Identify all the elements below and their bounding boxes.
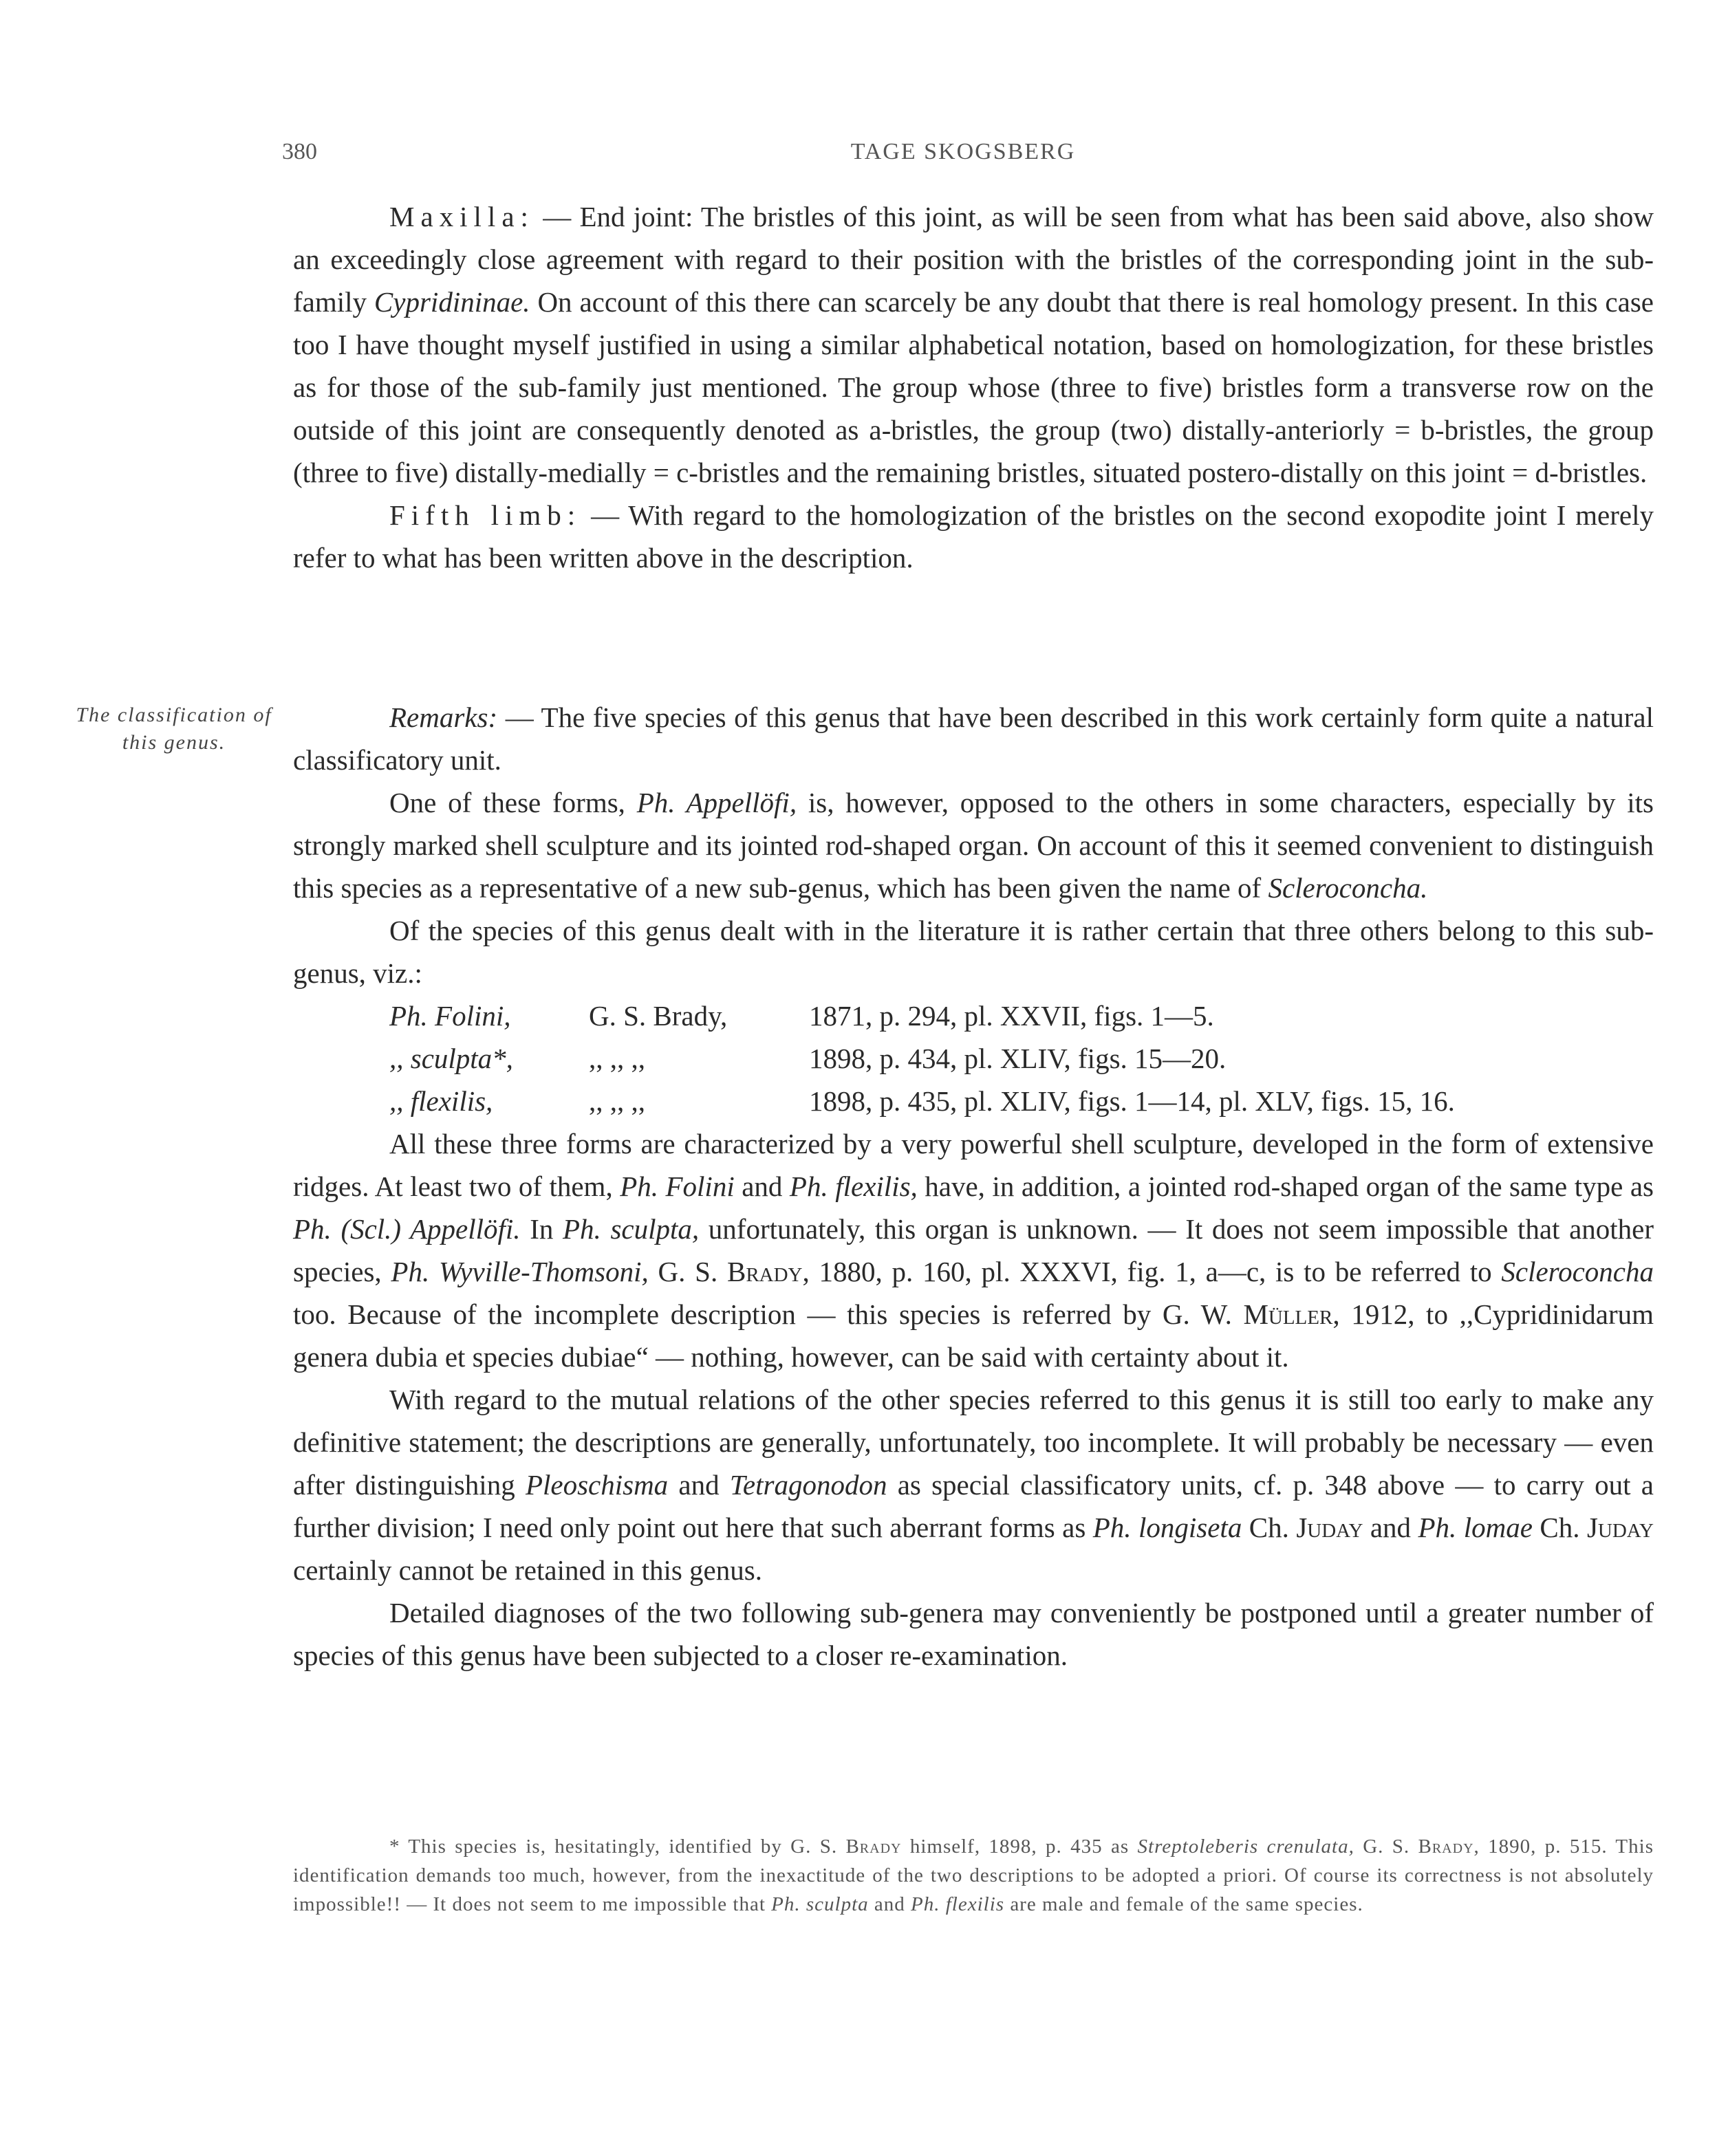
reference-row: ,, sculpta*, ,, ,, ,, 1898, p. 434, pl. XLIV, figs. 15—20. — [389, 1043, 1227, 1074]
page-number: 380 — [282, 139, 317, 164]
footnote — [293, 1832, 1654, 1919]
remarks-section — [293, 696, 1654, 1677]
paragraph-two: Of the species of this genus dealt with in the literature it is rather certain that three others belong to this sub-genus, viz.: — [293, 915, 1654, 989]
remarks-paragraph: Remarks: — The five species of this genus that have been described in this work certainly form quite a natural classificatory unit. — [293, 701, 1654, 776]
maxilla-paragraph: Maxilla: — End joint: The bristles of this joint, as will be seen from what has been said above, also show an exceedingly close agreement with regard to their position with the bristles of the corresponding joint in the sub-family Cypridininae. On account of this there can scarcely be any doubt that there is real homology present. In this case too I have thought myself justified in using a similar alphabetical notation, based on homologization, for these bristles as for those of the sub-family just mentioned. The group whose (three to five) bristles form a transverse row on the outside of this joint are consequently denoted as a-bristles, the group (two) distally-anteriorly = b-bristles, the group (three to five) distally-medially = c-bristles and the remaining bristles, situated postero-distally on this joint = d-bristles. — [293, 201, 1654, 488]
paragraph-four: With regard to the mutual relations of the other species referred to this genus it is still too early to make any definitive statement; the descriptions are generally, unfortunately, too incomplete. It will probably be necessary — even after distinguishing Pleoschisma and Tetragonodon as special classificatory units, cf. p. 348 above — to carry out a further division; I need only point out here that such aberrant forms as Ph. longiseta Ch. Juday and Ph. lomae Ch. Juday certainly cannot be retained in this genus. — [293, 1384, 1654, 1586]
margin-note: The classification of this genus. — [76, 704, 272, 754]
fifth-limb-paragraph: Fifth limb: — With regard to the homologization of the bristles on the second exopodite joint I merely refer to what has been written above in the description. — [293, 499, 1654, 574]
maxilla-section — [293, 195, 1654, 579]
paragraph-five: Detailed diagnoses of the two following sub-genera may conveniently be postponed until a greater number of species of this genus have been subjected to a closer re-examination. — [293, 1597, 1654, 1671]
maxilla-label: Maxilla: — [389, 201, 534, 232]
page-header — [282, 139, 1651, 173]
reference-row: Ph. Folini, G. S. Brady, 1871, p. 294, pl. XXVII, figs. 1—5. — [389, 1000, 1214, 1032]
fifth-limb-label: Fifth limb: — [389, 499, 582, 531]
paragraph-one: One of these forms, Ph. Appellöfi, is, however, opposed to the others in some characters, especially by its strongly marked shell sculpture and its jointed rod-shaped organ. On account of this it seemed convenient to distinguish this species as a representative of a new sub-genus, which has been given the name of Scleroconcha. — [293, 787, 1654, 904]
reference-row: ,, flexilis, ,, ,, ,, 1898, p. 435, pl. XLIV, figs. 1—14, pl. XLV, figs. 15, 16. — [389, 1085, 1455, 1117]
footnote-text: * This species is, hesitatingly, identified by G. S. Brady himself, 1898, p. 435 as Streptoleberis crenulata, G. S. Brady, 1890, p. 515. This identification demands too much, however, from the inexactitude of the two descriptions to be adopted a priori. Of course its correctness is not absolutely impossible!! — It does not seem to me impossible that Ph. sculpta and Ph. flexilis are male and female of the same species. — [293, 1836, 1654, 1915]
paragraph-three: All these three forms are characterized by a very powerful shell sculpture, developed in the form of extensive ridges. At least two of them, Ph. Folini and Ph. flexilis, have, in addition, a jointed rod-shaped organ of the same type as Ph. (Scl.) Appellöfi. In Ph. sculpta, unfortunately, this organ is unknown. — It does not seem impossible that another species, Ph. Wyville-Thomsoni, G. S. Brady, 1880, p. 160, pl. XXXVI, fig. 1, a—c, is to be referred to Scleroconcha too. Because of the incomplete description — this species is referred by G. W. Müller, 1912, to ,,Cypridinidarum genera dubia et species dubiae“ — nothing, however, can be said with certainty about it. — [293, 1128, 1654, 1373]
remarks-label: Remarks: — [389, 701, 498, 733]
species-reference-list — [293, 994, 1654, 1122]
running-head: TAGE SKOGSBERG — [850, 139, 1076, 164]
